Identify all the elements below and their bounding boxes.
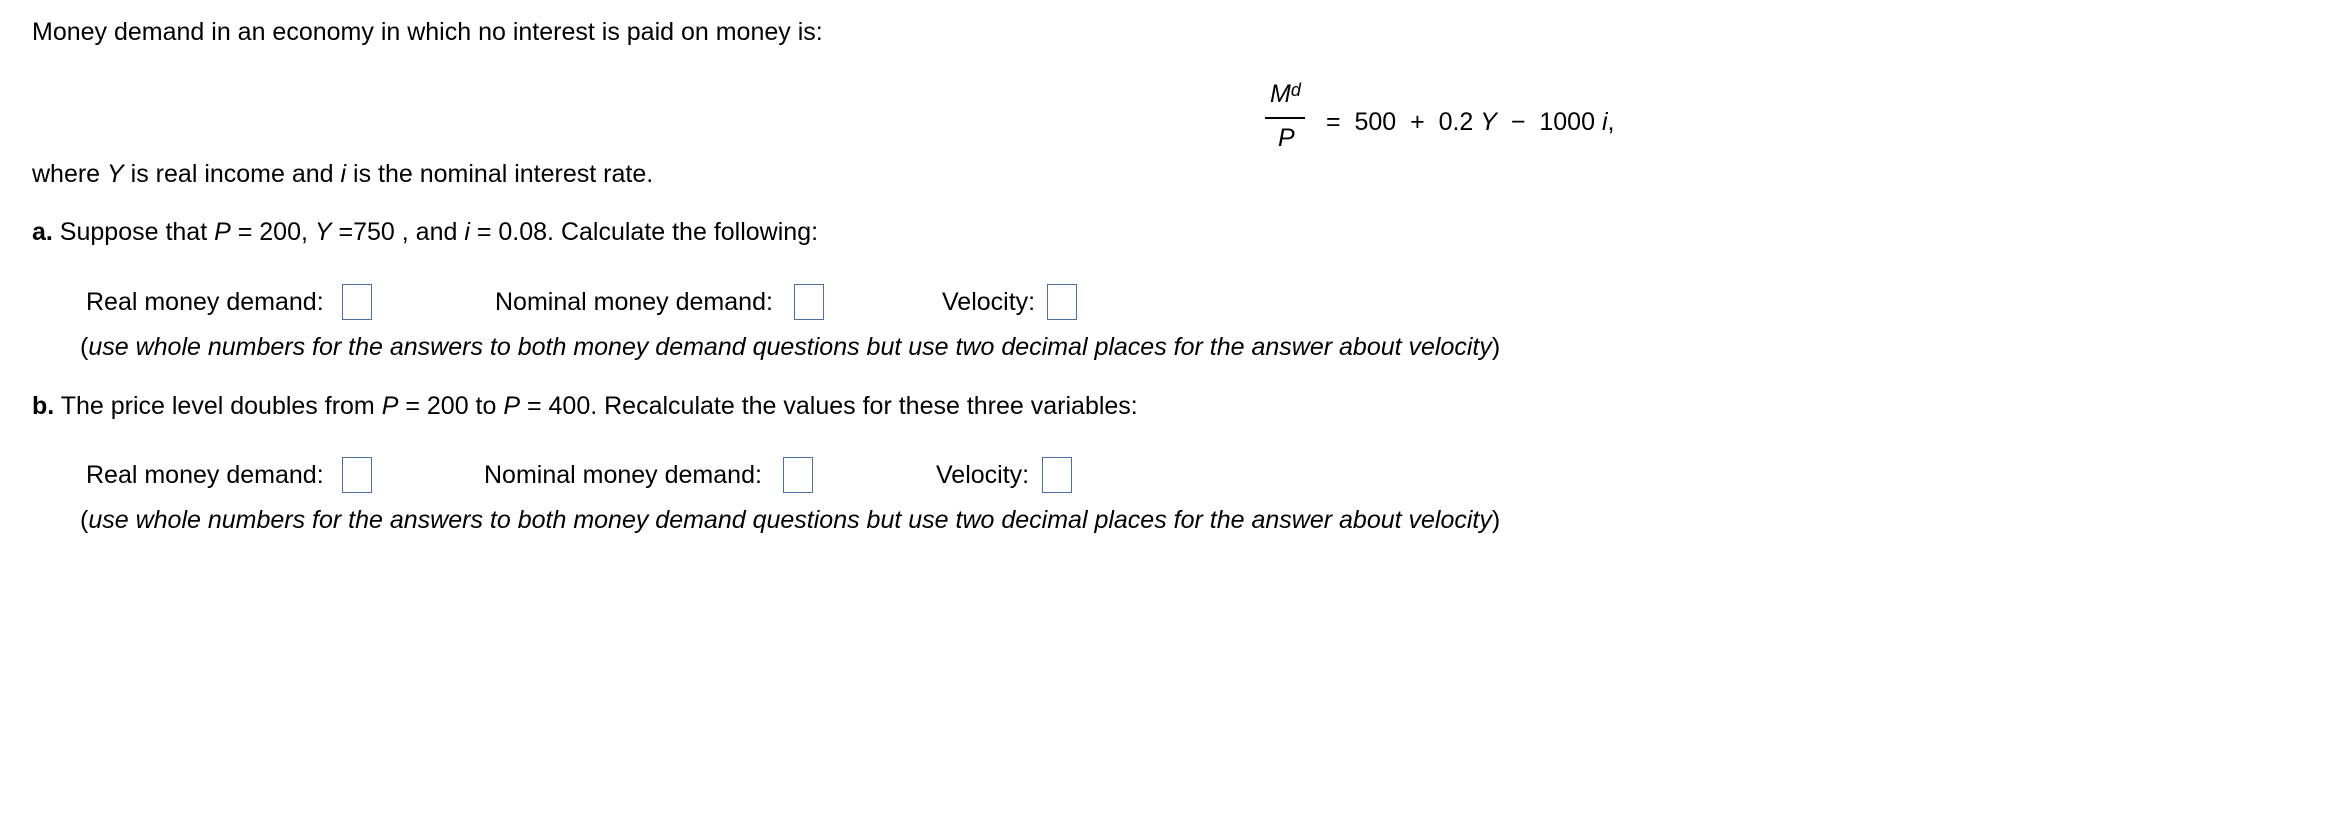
part-b-note-close: ): [1491, 506, 1501, 534]
equation-i: i: [1601, 108, 1608, 136]
part-b-text-3: = 400. Recalculate the values for these three variables:: [520, 392, 1138, 420]
part-a-prompt: [32, 217, 818, 247]
part-a-note-open: (: [80, 333, 89, 361]
intro-text: Money demand in an economy in which no interest is paid on money is:: [32, 18, 823, 46]
fraction-numerator: [1270, 80, 1301, 108]
where-part-3: is the nominal interest rate.: [346, 160, 654, 188]
part-b-note-text: use whole numbers for the answers to both money demand questions but use two decimal places for the answer about velocity: [88, 506, 1492, 534]
part-b-real-money-demand-input[interactable]: [342, 457, 372, 493]
where-part-1: where: [32, 160, 108, 188]
part-a-label: a.: [32, 218, 53, 246]
where-text: [32, 159, 653, 189]
part-a-i: i: [464, 218, 470, 246]
part-b-velocity-label: Velocity:: [936, 461, 1030, 489]
part-a-velocity-input[interactable]: [1047, 284, 1077, 320]
equation-suffix: ,: [1607, 108, 1615, 136]
part-b-nominal-label: Nominal money demand:: [484, 461, 762, 489]
part-b-prompt: [32, 391, 1138, 421]
where-Y: Y: [107, 160, 124, 188]
where-i: i: [340, 160, 347, 188]
part-b-real-label: Real money demand:: [86, 461, 324, 489]
part-a-nominal-label: Nominal money demand:: [495, 288, 773, 316]
part-b-P1: P: [381, 392, 399, 420]
part-a-nominal-money-demand-input[interactable]: [794, 284, 824, 320]
fraction-denominator: P: [1278, 124, 1295, 152]
part-a-note: [80, 332, 1500, 362]
numerator-symbol: M: [1270, 80, 1291, 108]
part-a-text-4: = 0.08. Calculate the following:: [469, 218, 819, 246]
equation-Y: Y: [1480, 108, 1497, 136]
part-b-text-1: The price level doubles from: [54, 392, 382, 420]
part-b-text-2: = 200 to: [398, 392, 504, 420]
part-b-label: b.: [32, 392, 55, 420]
part-a-text-2: = 200,: [230, 218, 315, 246]
part-b-note-open: (: [80, 506, 89, 534]
part-a-real-money-demand-input[interactable]: [342, 284, 372, 320]
part-a-Y: Y: [314, 218, 332, 246]
part-a-P: P: [214, 218, 231, 246]
part-b-velocity-input[interactable]: [1042, 457, 1072, 493]
fraction-bar: [1265, 117, 1305, 119]
part-a-velocity-label: Velocity:: [942, 288, 1036, 316]
part-a-text-1: Suppose that: [52, 218, 215, 246]
equation-rhs: [1326, 107, 1614, 137]
equation-rhs-mid: − 1000: [1496, 108, 1602, 136]
where-part-2: is real income and: [123, 160, 341, 188]
numerator-superscript: d: [1290, 80, 1301, 100]
part-a-note-close: ): [1491, 333, 1501, 361]
part-a-note-text: use whole numbers for the answers to both money demand questions but use two decimal places for the answer about velocity: [88, 333, 1492, 361]
part-b-nominal-money-demand-input[interactable]: [783, 457, 813, 493]
equation-rhs-prefix: = 500 + 0.2: [1326, 108, 1481, 136]
part-b-note: [80, 505, 1500, 535]
part-a-real-label: Real money demand:: [86, 288, 324, 316]
money-demand-fraction: [1265, 70, 1305, 156]
part-a-text-3: =750 , and: [331, 218, 465, 246]
part-b-P2: P: [503, 392, 521, 420]
